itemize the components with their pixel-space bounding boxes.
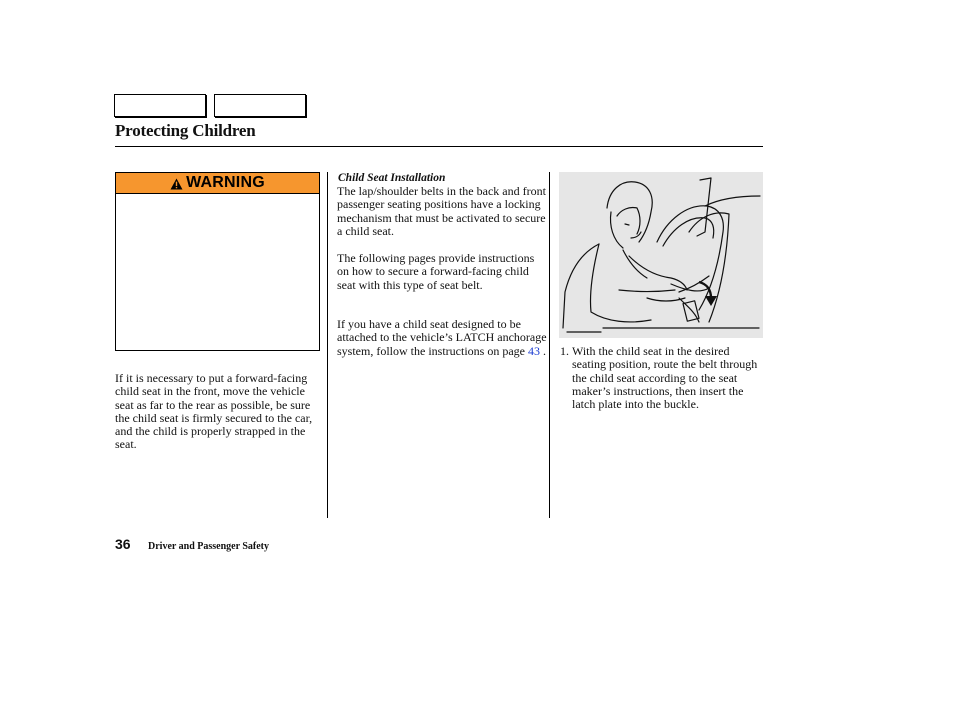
warning-label: WARNING (186, 174, 265, 191)
page-title: Protecting Children (115, 121, 256, 140)
nav-tab-box-2[interactable] (214, 94, 306, 117)
column-divider-1 (327, 172, 328, 518)
nav-tab-box-1[interactable] (114, 94, 206, 117)
middle-paragraph-3-text: If you have a child seat designed to be attached to the vehicle’s LATCH anchorage system, follow the instructions on page (337, 317, 547, 358)
step-number: 1. (560, 344, 569, 358)
middle-paragraph-1: The lap/shoulder belts in the back and front passenger seating positions have a locking mechanism that must be activated to secure a child seat. (337, 184, 546, 238)
instruction-step-1 (560, 345, 765, 411)
column-divider-2 (549, 172, 550, 518)
middle-paragraph-3 (337, 318, 549, 358)
warning-box (115, 172, 320, 351)
middle-paragraph-2-block (337, 252, 549, 292)
section-subheading: Child Seat Installation (338, 172, 446, 184)
middle-paragraph-3-block (337, 318, 549, 358)
warning-triangle-icon (170, 177, 183, 189)
title-divider (115, 146, 763, 147)
warning-header-divider (116, 193, 319, 194)
warning-header (116, 173, 319, 193)
footer-section-name: Driver and Passenger Safety (148, 541, 270, 552)
left-column-text (115, 372, 325, 452)
middle-paragraph-2: The following pages provide instructions on how to secure a forward-facing child seat with this type of seat belt. (337, 251, 535, 292)
page-reference-link[interactable]: 43 (527, 343, 540, 358)
middle-paragraph-3-end: . (539, 343, 546, 358)
step-text: With the child seat in the desired seating position, route the belt through the child seat according to the seat maker’s instructions, then insert the latch plate into the buckle. (572, 344, 758, 412)
child-seat-installation-illustration (559, 172, 763, 338)
page-number: 36 (115, 536, 131, 552)
middle-paragraph-1-block (337, 185, 549, 238)
left-paragraph: If it is necessary to put a forward-facing child seat in the front, move the vehicle seat as far to the rear as possible, be sure the child seat is firmly secured to the car, and the child is properly strapped in the seat. (115, 371, 313, 452)
